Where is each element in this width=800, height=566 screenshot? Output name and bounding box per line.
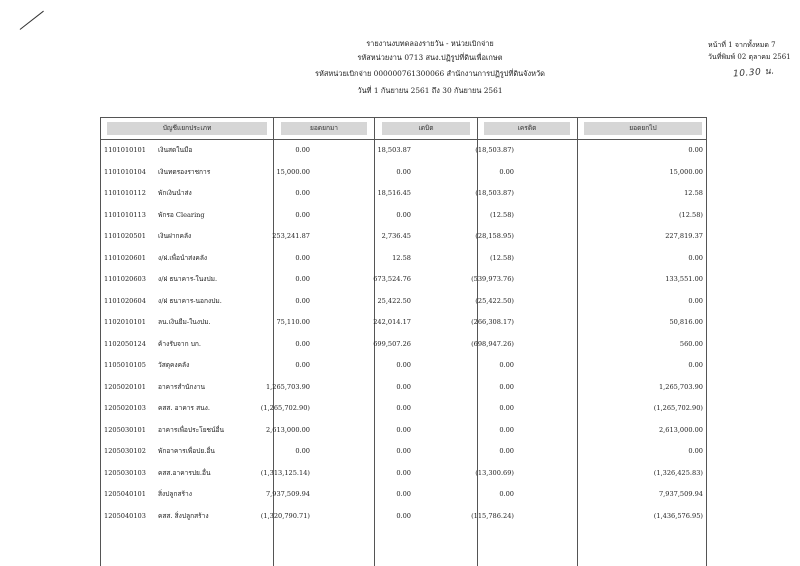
credit-amount: 0.00 <box>499 167 514 176</box>
account-code: 1102010101 <box>104 318 146 326</box>
table-row <box>101 441 706 462</box>
opening-balance: 0.00 <box>295 275 310 283</box>
table-row <box>101 291 706 312</box>
agency-line: รหัสหน่วยงาน 0713 สนง.ปฏิรูปที่ดินเพื่อเกษต <box>357 53 503 62</box>
debit-amount: 12.58 <box>392 253 411 262</box>
account-name: ง/ฝ ธนาคาร-ในงปม. <box>158 275 218 283</box>
credit-amount: 0.00 <box>499 382 514 391</box>
account-name: พักอาคารเพื่อปย.อื่น <box>158 447 215 455</box>
account-code: 1205040103 <box>104 511 146 520</box>
account-name: ง/ฝ ธนาคาร-นอกงปม. <box>158 296 222 305</box>
opening-balance: (1,313,125.14) <box>260 468 310 477</box>
opening-balance: 0.00 <box>295 361 310 369</box>
credit-amount: 0.00 <box>499 425 514 434</box>
opening-balance: 75,110.00 <box>276 318 310 326</box>
opening-balance: 0.00 <box>295 339 310 348</box>
closing-balance: 12.58 <box>684 189 703 197</box>
credit-amount: 0.00 <box>499 447 514 455</box>
table-row <box>101 312 706 333</box>
table-row <box>101 226 706 247</box>
closing-balance: 2,613,000.00 <box>658 425 703 434</box>
closing-balance: 560.00 <box>679 339 703 348</box>
account-name: คสส.อาคารปย.อื่น <box>158 468 211 477</box>
table-row <box>101 484 706 505</box>
table-row <box>101 183 706 204</box>
credit-amount: (18,503.87) <box>475 189 514 197</box>
account-code: 1101020604 <box>104 296 146 305</box>
closing-balance: 7,937,509.94 <box>658 490 703 498</box>
account-code: 1101020501 <box>104 232 146 240</box>
table-row <box>101 398 706 419</box>
opening-balance: (1,320,790.71) <box>260 511 310 520</box>
opening-balance: 7,937,509.94 <box>265 490 310 498</box>
closing-balance: (1,436,576.95) <box>653 511 703 520</box>
credit-amount: (12.58) <box>489 253 514 262</box>
credit-amount: (539,973.76) <box>471 275 514 283</box>
account-code: 1205020101 <box>104 382 146 391</box>
account-code: 1101010112 <box>104 189 146 197</box>
opening-balance: 0.00 <box>295 189 310 197</box>
debit-amount: 699,507.26 <box>373 339 411 348</box>
debit-amount: 2,736.45 <box>381 232 411 240</box>
credit-amount: (18,503.87) <box>475 146 514 154</box>
closing-balance: 50,816.00 <box>669 318 703 326</box>
debit-amount: 25,422.50 <box>377 296 411 305</box>
credit-amount: (115,786.24) <box>471 511 514 520</box>
credit-amount: (12.58) <box>489 210 514 219</box>
credit-amount: 0.00 <box>499 361 514 369</box>
table-row <box>101 463 706 484</box>
table-row <box>101 506 706 527</box>
account-name: พักรอ Clearing <box>158 210 205 219</box>
debit-amount: 0.00 <box>396 490 411 498</box>
table-row <box>101 334 706 355</box>
closing-balance: 15,000.00 <box>669 167 703 176</box>
closing-balance: (12.58) <box>678 210 703 219</box>
account-name: วัสดุคงคลัง <box>158 361 190 369</box>
account-code: 1205030102 <box>104 447 146 455</box>
table-row <box>101 248 706 269</box>
table-row <box>101 205 706 226</box>
credit-amount: (28,158.95) <box>475 232 514 240</box>
debit-amount: 0.00 <box>396 404 411 412</box>
table-row <box>101 420 706 441</box>
account-name: พักเงินนำส่ง <box>158 189 192 197</box>
account-code: 1101020603 <box>104 275 146 283</box>
credit-amount: 0.00 <box>499 490 514 498</box>
credit-amount: (25,422.50) <box>475 296 514 305</box>
account-name: ค้างรับจาก บก. <box>158 339 201 348</box>
debit-amount: 0.00 <box>396 167 411 176</box>
report-title: รายงานงบทดลองรายวัน - หน่วยเบิกจ่าย <box>366 39 494 48</box>
account-name: อาคารเพื่อประโยชน์อื่น <box>158 425 225 434</box>
account-name: เงินสดในมือ <box>158 146 193 154</box>
credit-amount: (698,947.26) <box>471 339 514 348</box>
account-code: 1101010104 <box>104 167 146 176</box>
opening-balance: 0.00 <box>295 146 310 154</box>
closing-balance: 0.00 <box>688 296 703 305</box>
account-code: 1205030101 <box>104 425 146 434</box>
col-header-closing: ยอดยกไป <box>584 122 702 135</box>
trial-balance-table <box>100 117 707 566</box>
table-row <box>101 162 706 183</box>
opening-balance: 253,241.87 <box>272 232 310 240</box>
closing-balance: 0.00 <box>688 146 703 154</box>
debit-amount: 0.00 <box>396 425 411 434</box>
closing-balance: 227,819.37 <box>665 232 703 240</box>
handwritten-note: 10.30 น. <box>732 66 776 80</box>
debit-amount: 0.00 <box>396 468 411 477</box>
opening-balance: 0.00 <box>295 210 310 219</box>
account-name: อาคารสำนักงาน <box>158 382 205 391</box>
col-header-debit: เดบิต <box>382 122 470 135</box>
col-header-account: บัญชีแยกประเภท <box>107 122 267 135</box>
account-code: 1101010101 <box>104 146 146 154</box>
report-period: วันที่ 1 กันยายน 2561 ถึง 30 กันยายน 2561 <box>357 86 503 95</box>
account-name: สิ่งปลูกสร้าง <box>158 490 192 498</box>
account-code: 1101010113 <box>104 210 146 219</box>
page-info: หน้าที่ 1 จากทั้งหมด 7 <box>708 41 776 49</box>
account-code: 1101020601 <box>104 253 146 262</box>
col-header-credit: เครดิต <box>484 122 570 135</box>
account-code: 1105010105 <box>104 361 146 369</box>
col-header-opening: ยอดยกมา <box>281 122 367 135</box>
opening-balance: 0.00 <box>295 253 310 262</box>
opening-balance: 0.00 <box>295 296 310 305</box>
credit-amount: (13,300.69) <box>475 468 514 477</box>
account-name: คสส. อาคาร สนง. <box>158 404 210 412</box>
account-name: เงินทดรองราชการ <box>158 167 211 176</box>
debit-amount: 0.00 <box>396 382 411 391</box>
opening-balance: 1,265,703.90 <box>265 382 310 391</box>
table-row <box>101 355 706 376</box>
account-code: 1205020103 <box>104 404 146 412</box>
closing-balance: (1,265,702.90) <box>653 404 703 412</box>
account-code: 1205040101 <box>104 490 146 498</box>
credit-amount: (266,308.17) <box>471 318 514 326</box>
pen-mark <box>20 11 44 30</box>
account-code: 1205030103 <box>104 468 146 477</box>
debit-amount: 242,014.17 <box>373 318 411 326</box>
closing-balance: (1,326,425.83) <box>653 468 703 477</box>
debit-amount: 18,503.87 <box>377 146 411 154</box>
debit-amount: 0.00 <box>396 447 411 455</box>
opening-balance: (1,265,702.90) <box>260 404 310 412</box>
disbursing-unit-line: รหัสหน่วยเบิกจ่าย 000000761300066 สำนักงานการปฏิรูปที่ดินจังหวัด <box>315 69 545 78</box>
account-name: คสส. สิ่งปลูกสร้าง <box>158 511 209 520</box>
closing-balance: 1,265,703.90 <box>658 382 703 391</box>
closing-balance: 0.00 <box>688 447 703 455</box>
debit-amount: 0.00 <box>396 210 411 219</box>
debit-amount: 0.00 <box>396 361 411 369</box>
opening-balance: 0.00 <box>295 447 310 455</box>
table-row <box>101 140 706 161</box>
debit-amount: 0.00 <box>396 511 411 520</box>
closing-balance: 0.00 <box>688 361 703 369</box>
debit-amount: 673,524.76 <box>373 275 411 283</box>
print-date: วันที่พิมพ์ 02 ตุลาคม 2561 <box>708 53 791 61</box>
table-row <box>101 377 706 398</box>
debit-amount: 18,516.45 <box>377 189 411 197</box>
account-name: เงินฝากคลัง <box>158 232 192 240</box>
closing-balance: 0.00 <box>688 253 703 262</box>
opening-balance: 2,613,000.00 <box>265 425 310 434</box>
account-name: ง/ฝ.เพื่อนำส่งคลัง <box>158 253 208 262</box>
opening-balance: 15,000.00 <box>276 167 310 176</box>
closing-balance: 133,551.00 <box>665 275 703 283</box>
table-row <box>101 269 706 290</box>
credit-amount: 0.00 <box>499 404 514 412</box>
account-name: ลน.เงินยืม-ในงปม. <box>158 318 211 326</box>
account-code: 1102050124 <box>104 339 146 348</box>
